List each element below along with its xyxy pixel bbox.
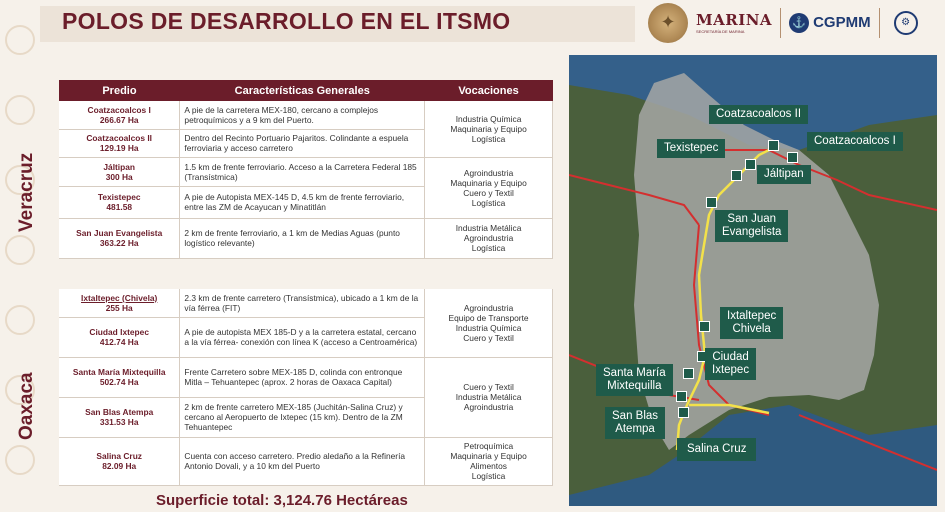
logo-divider [879, 8, 880, 38]
oaxaca-table [59, 289, 553, 486]
map-label-salina-cruz: Salina Cruz [677, 438, 756, 461]
location-pin-icon [745, 159, 756, 170]
mexico-seal-icon: ✦ [648, 3, 688, 43]
characteristics-cell: A pie de autopista MEX 185-D y a la carretera estatal, cercano a la vía férrea- conexión con línea K (acceso a Centroamérica) [180, 317, 425, 357]
vocation-cell: Industria Metálica Agroindustria Logística [425, 218, 553, 258]
logos-area [648, 0, 945, 45]
veracruz-table [59, 80, 553, 259]
predio-cell: Coatzacoalcos I 266.67 Ha [59, 101, 180, 129]
predio-cell: Ixtaltepec (Chivela) 255 Ha [59, 289, 180, 317]
map-label-san-blas: San Blas Atempa [605, 407, 665, 439]
table-row [59, 289, 553, 317]
marina-logo-text: MARINA [696, 11, 773, 29]
total-area-text: Superficie total: 3,124.76 Hectáreas [156, 492, 408, 509]
table-row [59, 437, 553, 485]
characteristics-cell: 2 km de frente ferroviario, a 1 km de Medias Aguas (punto logístico relevante) [180, 218, 425, 258]
map-label-coatzacoalcos-ii: Coatzacoalcos II [709, 105, 808, 124]
characteristics-cell: 1.5 km de frente ferroviario. Acceso a la Carretera Federal 185 (Transístmica) [180, 157, 425, 186]
characteristics-cell: Frente Carretero sobre MEX-185 D, colinda con entronque Mitla – Tehuantepec (aprox. 2 horas de Oaxaca Capital) [180, 357, 425, 397]
predio-cell: Coatzacoalcos II 129.19 Ha [59, 129, 180, 157]
characteristics-cell: A pie de Autopista MEX-145 D, 4.5 km de frente ferroviario, entre las ZM de Acayucan y Minatitlán [180, 186, 425, 218]
predio-cell: Salina Cruz 82.09 Ha [59, 437, 180, 485]
table-row [59, 357, 553, 397]
state-label-veracruz: Veracruz [16, 152, 37, 232]
isthmus-map [569, 55, 937, 506]
cgpmm-logo-text: CGPMM [813, 14, 871, 31]
page-title: POLOS DE DESARROLLO EN EL ITSMO [62, 8, 511, 34]
predio-cell: Texistepec 481.58 [59, 186, 180, 218]
location-pin-icon [676, 391, 687, 402]
map-label-santa-maria: Santa María Mixtequilla [596, 364, 673, 396]
predio-cell: San Blas Atempa 331.53 Ha [59, 397, 180, 437]
map-label-coatzacoalcos-i: Coatzacoalcos I [807, 132, 903, 151]
location-pin-icon [678, 407, 689, 418]
marina-subtitle: SECRETARÍA DE MARINA [696, 29, 745, 34]
table-row [59, 218, 553, 258]
vocation-cell: Agroindustria Equipo de Transporte Industria Química Cuero y Textil [425, 289, 553, 357]
characteristics-cell: 2.3 km de frente carretero (Transístmica), ubicado a 1 km de la vía férrea (FIT) [180, 289, 425, 317]
table-row [59, 157, 553, 186]
location-pin-icon [683, 368, 694, 379]
port-logo-icon: ⚙ [894, 11, 918, 35]
header-predio: Predio [59, 80, 180, 101]
characteristics-cell: A pie de la carretera MEX-180, cercano a complejos petroquímicos y a 9 km del Puerto. [180, 101, 425, 129]
vocation-cell: Agroindustria Maquinaria y Equipo Cuero y Textil Logística [425, 157, 553, 218]
characteristics-cell: Cuenta con acceso carretero. Predio aledaño a la Refinería Antonio Dovali, y a 10 km del Puerto [180, 437, 425, 485]
location-pin-icon [787, 152, 798, 163]
predio-cell: Santa María Mixtequilla 502.74 Ha [59, 357, 180, 397]
map-label-ciudad-ixtepec: Ciudad Ixtepec [705, 348, 756, 380]
vocation-cell: Petroquímica Maquinaria y Equipo Alimentos Logística [425, 437, 553, 485]
location-pin-icon [706, 197, 717, 208]
logo-divider [780, 8, 781, 38]
state-label-oaxaca: Oaxaca [16, 372, 37, 440]
characteristics-cell: Dentro del Recinto Portuario Pajaritos. Colindante a espuela ferroviaria y acceso carretero [180, 129, 425, 157]
location-pin-icon [699, 321, 710, 332]
location-pin-icon [768, 140, 779, 151]
cgpmm-icon: ⚓ [789, 13, 809, 33]
map-label-jaltipan: Jáltipan [757, 165, 811, 184]
predio-cell: Jáltipan 300 Ha [59, 157, 180, 186]
map-label-ixtaltepec: Ixtaltepec Chivela [720, 307, 783, 339]
header-caracteristicas: Características Generales [180, 80, 425, 101]
vocation-cell: Cuero y Textil Industria Metálica Agroindustria [425, 357, 553, 437]
table-row [59, 101, 553, 129]
vocation-cell: Industria Química Maquinaria y Equipo Logística [425, 101, 553, 157]
characteristics-cell: 2 km de frente carretero MEX-185 (Juchitán-Salina Cruz) y cercano al Aeropuerto de Ixtepec (15 km). Dentro de la ZM Tehuantepec [180, 397, 425, 437]
predio-cell: San Juan Evangelista 363.22 Ha [59, 218, 180, 258]
map-label-san-juan: San Juan Evangelista [715, 210, 788, 242]
header-vocaciones: Vocaciones [425, 80, 553, 101]
location-pin-icon [731, 170, 742, 181]
map-label-texistepec: Texistepec [657, 139, 725, 158]
predio-cell: Ciudad Ixtepec 412.74 Ha [59, 317, 180, 357]
marina-block [688, 11, 772, 34]
